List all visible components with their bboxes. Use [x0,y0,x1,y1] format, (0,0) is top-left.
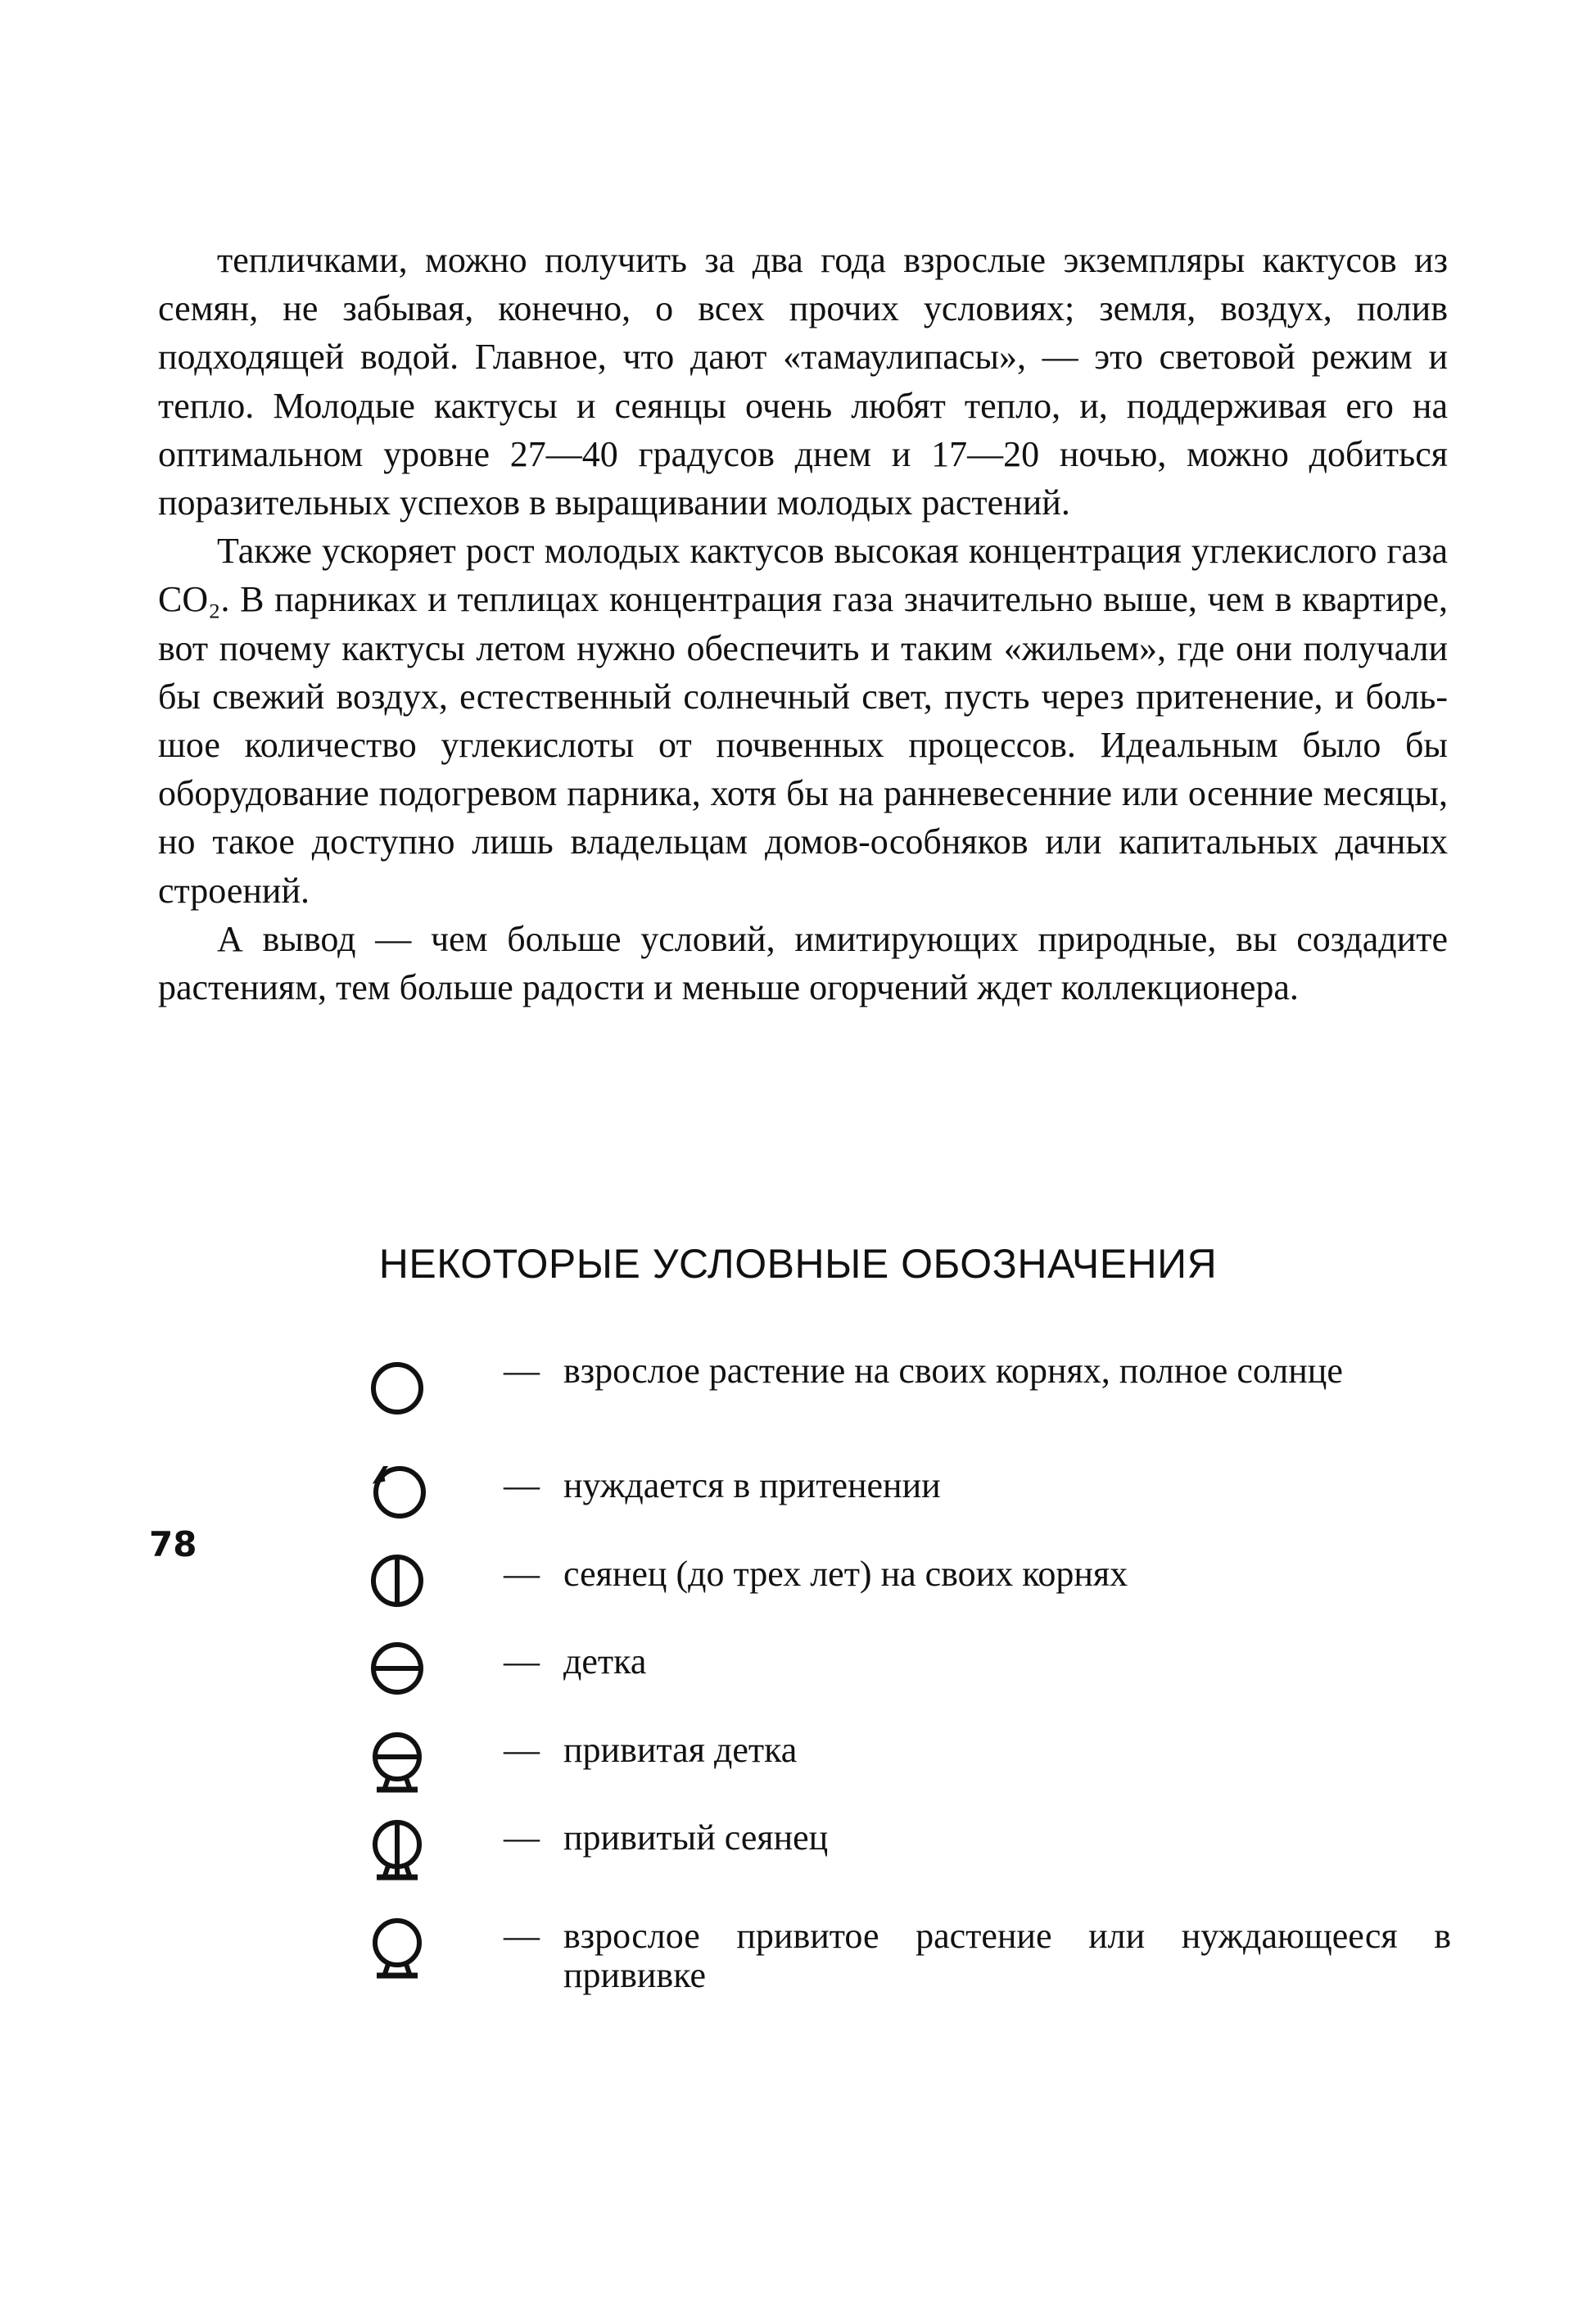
legend-item-grafted-adult [352,1917,1451,1998]
legend-text: нуждается в притенении [563,1465,941,1505]
legend-dash: — [504,1554,540,1594]
legend-item-grafted-offset [352,1731,1451,1813]
circle-horizontal-line-icon [352,1642,442,1724]
grafted-adult-icon [352,1917,442,1998]
page-number: 78 [149,1524,197,1564]
circle-with-tick-icon [352,1466,442,1548]
legend-text: сеянец (до трех лет) на своих корнях [563,1554,1128,1594]
circle-vertical-line-icon [352,1555,442,1636]
legend-dash: — [504,1916,540,1956]
grafted-seedling-icon [352,1818,442,1900]
circle-icon [352,1351,442,1433]
legend-text: детка [563,1641,647,1682]
legend-dash: — [504,1817,540,1858]
paragraph-1: тепличками, можно получить за два года взрослые экземпляры кактусов из семян, не забывая, конечно, о всех прочих условиях; земля, воздух, полив подходящей водой. Главное, что дают «тамаулипасы», — это световой режим и тепло. Молодые кактусы и сеянцы очень любят тепло, и, поддерживая его на оптимальном уровне 27—40 градусов днем и 17—20 ночью, можно добиться поразительных успехов в выращивании молодых растений. [158,240,1448,523]
grafted-offset-icon [352,1731,442,1813]
paragraph-2: Также ускоряет рост молодых кактусов высокая концентрация углекислого газа CO₂. В парниках и теплицах концентрация газа значительно выше, чем в квартире, вот почему кактусы летом нужно обеспечить и таким «жильем», где они получали бы свежий воздух, естественный солнечный свет, пусть через притенение, и большое количество углекислоты от почвенных процессов. Идеальным было бы оборудование подогревом парника, хотя бы на ранневесенние или осенние месяцы, но такое доступно лишь владельцам домов-особняков или капитальных дачных строений. [158,531,1448,911]
legend-title: НЕКОТОРЫЕ УСЛОВНЫЕ ОБОЗНАЧЕНИЯ [378,1241,1218,1287]
paragraph-3: А вывод — чем больше условий, имитирующих природные, вы создадите растениям, тем больше радости и меньше огорчений ждет коллекционера. [158,918,1448,1008]
legend-text: взрослое растение на своих корнях, полное солнце [563,1351,1343,1391]
legend-dash: — [504,1641,540,1682]
legend-dash: — [504,1465,540,1505]
legend-item-offset [352,1642,1451,1724]
legend-item-adult-plant [352,1351,1451,1433]
legend-dash: — [504,1730,540,1770]
legend-item-shade [352,1466,1451,1548]
legend-item-grafted-seedling [352,1818,1451,1900]
legend-text: привитая детка [563,1730,798,1770]
body-text [158,236,1448,1012]
legend-text: привитый сеянец [563,1817,829,1858]
legend-text: взрослое привитое растение или нуждающееся в прививке [563,1916,1451,1995]
legend-dash: — [504,1351,540,1391]
legend-item-seedling [352,1555,1451,1636]
